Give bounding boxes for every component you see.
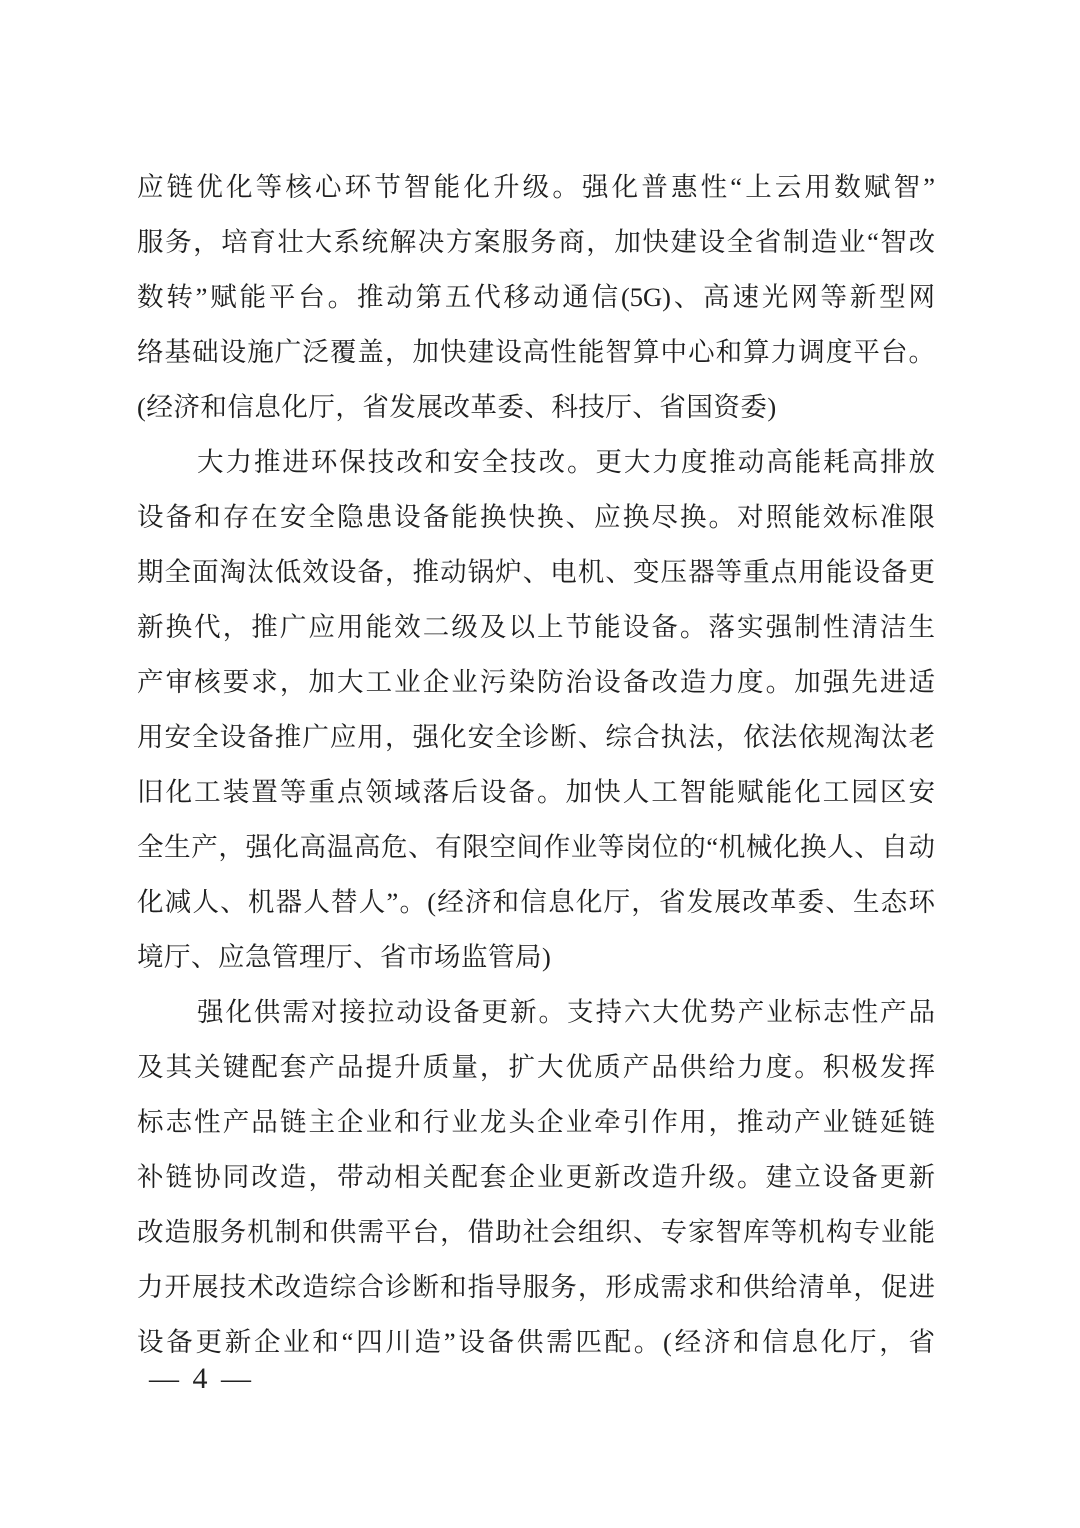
text-line: 标志性产品链主企业和行业龙头企业牵引作用，推动产业链延链 — [137, 1107, 935, 1137]
text-line: 数转”赋能平台。推动第五代移动通信(5G)、高速光网等新型网 — [137, 282, 935, 312]
text-line: 络基础设施广泛覆盖，加快建设高性能智算中心和算力调度平台。 — [137, 337, 935, 367]
text-line: 应链优化等核心环节智能化升级。强化普惠性“上云用数赋智” — [137, 172, 935, 202]
text-line: 改造服务机制和供需平台，借助社会组织、专家智库等机构专业能 — [137, 1217, 935, 1247]
text-line: 补链协同改造，带动相关配套企业更新改造升级。建立设备更新 — [137, 1162, 935, 1192]
text-line: (经济和信息化厅，省发展改革委、科技厅、省国资委) — [137, 392, 777, 422]
text-line: 服务，培育壮大系统解决方案服务商，加快建设全省制造业“智改 — [137, 227, 935, 257]
text-line: 设备和存在安全隐患设备能换快换、应换尽换。对照能效标准限 — [137, 502, 935, 532]
text-line: 期全面淘汰低效设备，推动锅炉、电机、变压器等重点用能设备更 — [137, 557, 935, 587]
paragraph — [137, 435, 935, 985]
paragraph — [137, 985, 935, 1370]
text-line: 力开展技术改造综合诊断和指导服务，形成需求和供给清单，促进 — [137, 1272, 935, 1302]
paragraph — [137, 160, 935, 435]
text-line: 旧化工装置等重点领域落后设备。加快人工智能赋能化工园区安 — [137, 777, 935, 807]
text-line: 新换代，推广应用能效二级及以上节能设备。落实强制性清洁生 — [137, 612, 935, 642]
text-line: 化减人、机器人替人”。(经济和信息化厅，省发展改革委、生态环 — [137, 887, 935, 917]
text-line: 大力推进环保技改和安全技改。更大力度推动高能耗高排放 — [197, 447, 935, 477]
text-line: 强化供需对接拉动设备更新。支持六大优势产业标志性产品 — [197, 997, 935, 1027]
document-body — [137, 160, 935, 1370]
text-line: 及其关键配套产品提升质量，扩大优质产品供给力度。积极发挥 — [137, 1052, 935, 1082]
text-line: 产审核要求，加大工业企业污染防治设备改造力度。加强先进适 — [137, 667, 935, 697]
text-line: 用安全设备推广应用，强化安全诊断、综合执法，依法依规淘汰老 — [137, 722, 935, 752]
page-number: — 4 — — [149, 1362, 254, 1395]
text-line: 设备更新企业和“四川造”设备供需匹配。(经济和信息化厅，省 — [137, 1327, 935, 1357]
text-line: 全生产，强化高温高危、有限空间作业等岗位的“机械化换人、自动 — [137, 832, 935, 862]
text-line: 境厅、应急管理厅、省市场监管局) — [137, 942, 552, 972]
